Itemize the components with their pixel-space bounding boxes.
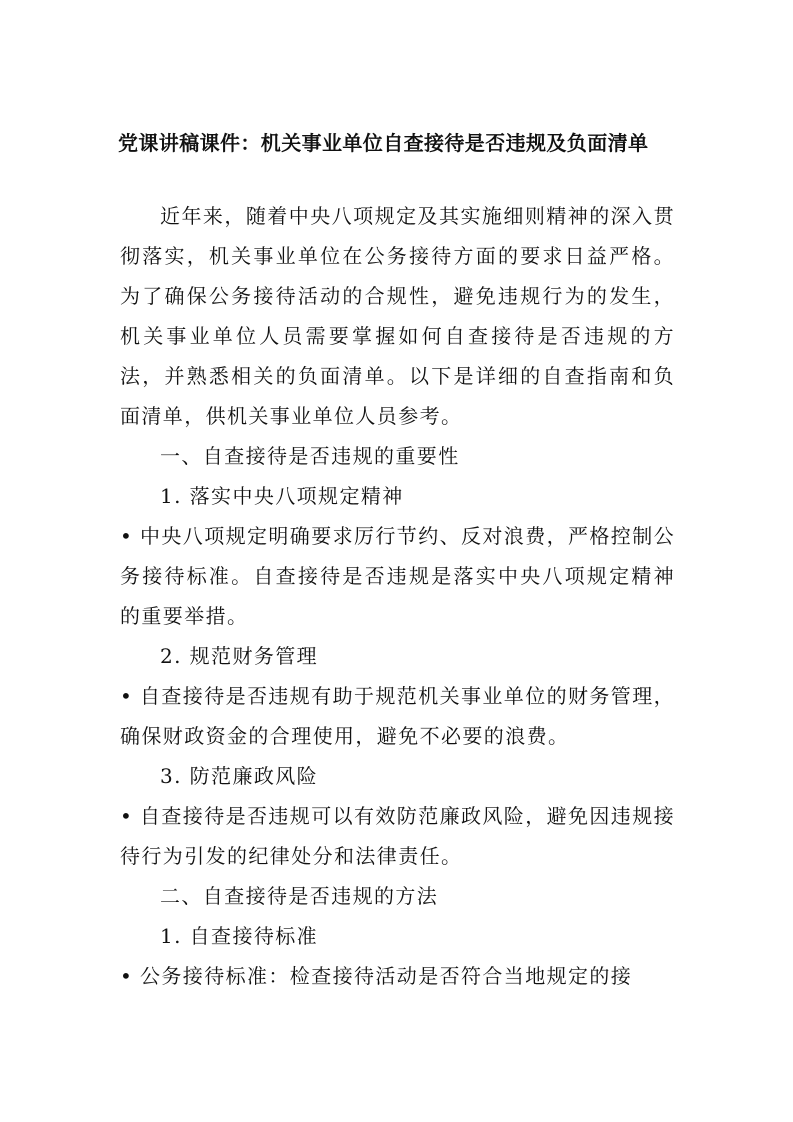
subheading-integrity-risk: 3. 防范廉政风险 (160, 764, 319, 788)
bullet-item (120, 676, 675, 756)
bullet-item (120, 796, 675, 876)
bullet-text: 自查接待是否违规有助于规范机关事业单位的财务管理，确保财政资金的合理使用，避免不必要的浪费。 (120, 684, 675, 748)
bullet-icon: • (120, 804, 134, 828)
section-heading-methods: 二、自查接待是否违规的方法 (160, 884, 439, 908)
section-heading-importance: 一、自查接待是否违规的重要性 (160, 444, 460, 468)
bullet-item (120, 516, 675, 636)
subheading-financial-management: 2. 规范财务管理 (160, 644, 319, 668)
bullet-text: 中央八项规定明确要求厉行节约、反对浪费，严格控制公务接待标准。自查接待是否违规是落实中央八项规定精神的重要举措。 (120, 524, 675, 628)
bullet-text: 自查接待是否违规可以有效防范廉政风险，避免因违规接待行为引发的纪律处分和法律责任。 (120, 804, 675, 868)
document-title: 党课讲稿课件：机关事业单位自查接待是否违规及负面清单 (118, 131, 649, 155)
bullet-icon: • (120, 524, 134, 548)
bullet-icon: • (120, 684, 134, 708)
bullet-icon: • (120, 964, 134, 988)
bullet-text: 公务接待标准：检查接待活动是否符合当地规定的接 (140, 964, 633, 988)
subheading-implement-regulations: 1. 落实中央八项规定精神 (160, 484, 404, 508)
subheading-reception-standards: 1. 自查接待标准 (160, 924, 319, 948)
intro-paragraph: 近年来，随着中央八项规定及其实施细则精神的深入贯彻落实，机关事业单位在公务接待方面的要求日益严格。为了确保公务接待活动的合规性，避免违规行为的发生，机关事业单位人员需要掌握如何自查接待是否违规的方法，并熟悉相关的负面清单。以下是详细的自查指南和负面清单，供机关事业单位人员参考。 (120, 204, 675, 428)
bullet-item (120, 956, 675, 996)
document-body (120, 196, 675, 996)
